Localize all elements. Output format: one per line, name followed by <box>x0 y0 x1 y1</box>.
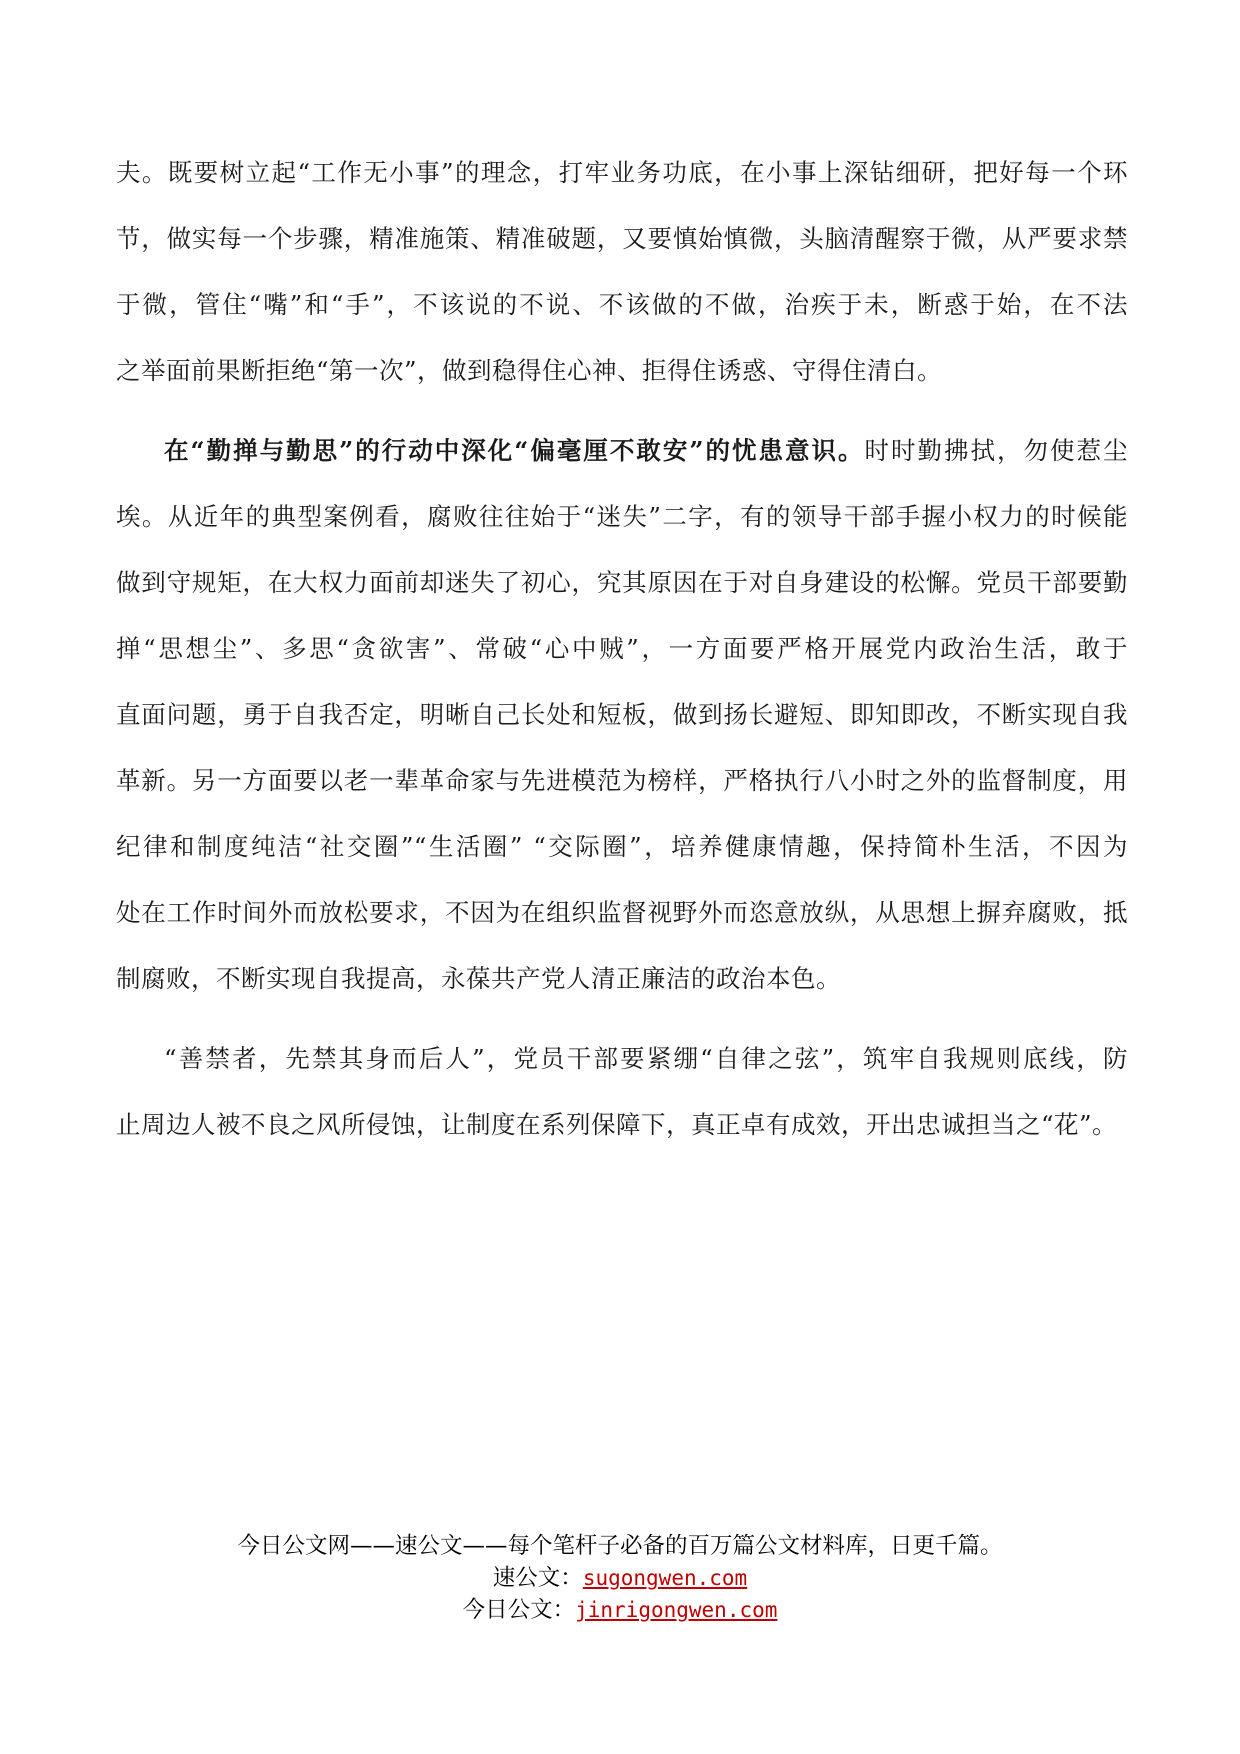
paragraph-2-line-5: 直面问题，勇于自我否定，明晰自己长处和短板，做到扬长避短、即知即改，不断实现自我 <box>116 700 1128 729</box>
paragraph-2-line-6: 革新。另一方面要以老一辈革命家与先进模范为榜样，严格执行八小时之外的监督制度，用 <box>116 766 1128 795</box>
paragraph-2-heading: 在“勤掸与勤思”的行动中深化“偏毫厘不敢安”的忧患意识。 <box>164 436 865 465</box>
paragraph-2-lead-rest: 时时勤拂拭，勿使惹尘 <box>864 436 1128 465</box>
paragraph-2-line-9: 制腐败，不断实现自我提高，永葆共产党人清正廉洁的政治本色。 <box>116 964 841 993</box>
sugongwen-link[interactable]: sugongwen.com <box>582 1566 748 1590</box>
paragraph-2-line-4: 掸“思想尘”、多思“贪欲害”、常破“心中贼”，一方面要严格开展党内政治生活，敢于 <box>116 634 1128 663</box>
footer-jinrigongwen-label: 今日公文： <box>462 1597 576 1623</box>
paragraph-2-line-1 <box>116 418 1128 484</box>
paragraph-1-line-1: 夫。既要树立起“工作无小事”的理念，打牢业务功底，在小事上深钻细研，把好每一个环 <box>116 158 1128 187</box>
footer-sugongwen <box>0 1562 1240 1594</box>
document-body <box>116 140 1128 1158</box>
paragraph-2-line-8: 处在工作时间外而放松要求，不因为在组织监督视野外而恣意放纵，从思想上摒弃腐败，抵 <box>116 898 1128 927</box>
page-footer <box>0 1530 1240 1626</box>
paragraph-2-line-7: 纪律和制度纯洁“社交圈”“生活圈” “交际圈”，培养健康情趣，保持简朴生活，不因为 <box>116 832 1128 861</box>
footer-tagline: 今日公文网——速公文——每个笔杆子必备的百万篇公文材料库，日更千篇。 <box>237 1533 1003 1559</box>
paragraph-3-line-2: 止周边人被不良之风所侵蚀，让制度在系列保障下，真正卓有成效，开出忠诚担当之“花”。 <box>116 1110 1118 1139</box>
footer-sugongwen-label: 速公文： <box>492 1565 583 1591</box>
paragraph-1-line-4: 之举面前果断拒绝“第一次”，做到稳得住心神、拒得住诱惑、守得住清白。 <box>116 356 943 385</box>
footer-jinrigongwen <box>0 1594 1240 1626</box>
paragraph-2-line-3: 做到守规矩，在大权力面前却迷失了初心，究其原因在于对自身建设的松懈。党员干部要勤 <box>116 568 1128 597</box>
paragraph-1-line-3: 于微，管住“嘴”和“手”，不该说的不说、不该做的不做，治疾于未，断惑于始，在不法 <box>116 290 1128 319</box>
paragraph-2-line-2: 埃。从近年的典型案例看，腐败往往始于“迷失”二字，有的领导干部手握小权力的时候能 <box>116 502 1128 531</box>
paragraph-1-line-2: 节，做实每一个步骤，精准施策、精准破题，又要慎始慎微，头脑清醒察于微，从严要求禁 <box>116 224 1128 253</box>
paragraph-3-line-1: “善禁者，先禁其身而后人”，党员干部要紧绷“自律之弦”，筑牢自我规则底线，防 <box>164 1044 1128 1073</box>
jinrigongwen-link[interactable]: jinrigongwen.com <box>575 1598 778 1622</box>
